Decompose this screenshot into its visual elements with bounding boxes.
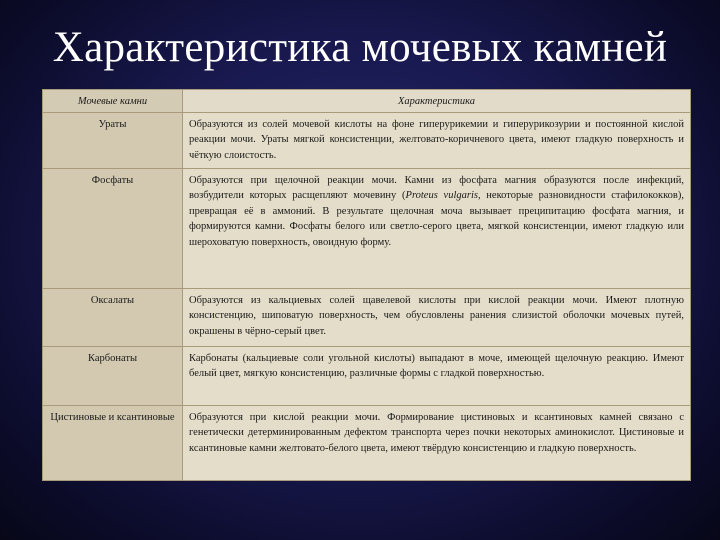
header-characteristic: Характеристика bbox=[183, 90, 691, 113]
bacteria-species-name: Proteus vulgaris, bbox=[405, 190, 481, 201]
stone-name-cell: Цистиновые и ксантиновые bbox=[43, 405, 183, 480]
stone-name-cell: Фосфаты bbox=[43, 168, 183, 288]
table-row-urates bbox=[43, 112, 691, 168]
stone-name-cell: Карбонаты bbox=[43, 346, 183, 405]
header-stone-type: Мочевые камни bbox=[43, 90, 183, 113]
table-header-row bbox=[43, 90, 691, 113]
table-row-phosphates bbox=[43, 168, 691, 288]
stone-description-cell: Образуются из кальциевых солей щавелевой кислоты при кислой реакции мочи. Имеют плотную консистенцию, шиповатую поверхность, чем обусловлены ранения слизистой оболочки мочевых путей, окрашены в чёрно-серый цвет. bbox=[183, 288, 691, 346]
description-text: некоторые разновидности стафилококков), превращая её в аммоний. В результате щелочная моча вызывает преципитацию фосфата магния, и формируются камни. Фосфаты белого или светло-серого цвета, мягкой консистенции, имеют гладкую или шероховатую поверхность, овоидную форму. bbox=[189, 190, 684, 248]
stone-description-cell: Образуются при кислой реакции мочи. Формирование цистиновых и ксантиновых камней связано с генетически детерминированным дефектом транспорта через почки некоторых аминокислот. Цистиновые и ксантиновые камни желтовато-белого цвета, имеют твёрдую консистенцию и гладкую поверхность. bbox=[183, 405, 691, 480]
table-row-oxalates bbox=[43, 288, 691, 346]
urinary-stones-table bbox=[42, 89, 691, 481]
table-row-cystine-xanthine bbox=[43, 405, 691, 480]
slide-title: Характеристика мочевых камней bbox=[52, 24, 668, 71]
stone-description-cell bbox=[183, 168, 691, 288]
stone-name-cell: Ураты bbox=[43, 112, 183, 168]
stone-description-cell: Карбонаты (кальциевые соли угольной кислоты) выпадают в моче, имеющей щелочную реакцию. Имеют белый цвет, мягкую консистенцию, различные формы с гладкой поверхностью. bbox=[183, 346, 691, 405]
description-text: Образуются при щелочной реакции мочи. Камни из фосфата магния образуются после инфекций, возбудители которых расщепляют мочевину ( bbox=[189, 174, 684, 201]
table-row-carbonates bbox=[43, 346, 691, 405]
stone-name-cell: Оксалаты bbox=[43, 288, 183, 346]
stone-description-cell: Образуются из солей мочевой кислоты на фоне гиперурикемии и гиперурикозурии и постоянной кислой реакции мочи. Ураты мягкой консистенции, желтовато-коричневого цвета, имеют гладкую поверхность и чёткую слоистость. bbox=[183, 112, 691, 168]
